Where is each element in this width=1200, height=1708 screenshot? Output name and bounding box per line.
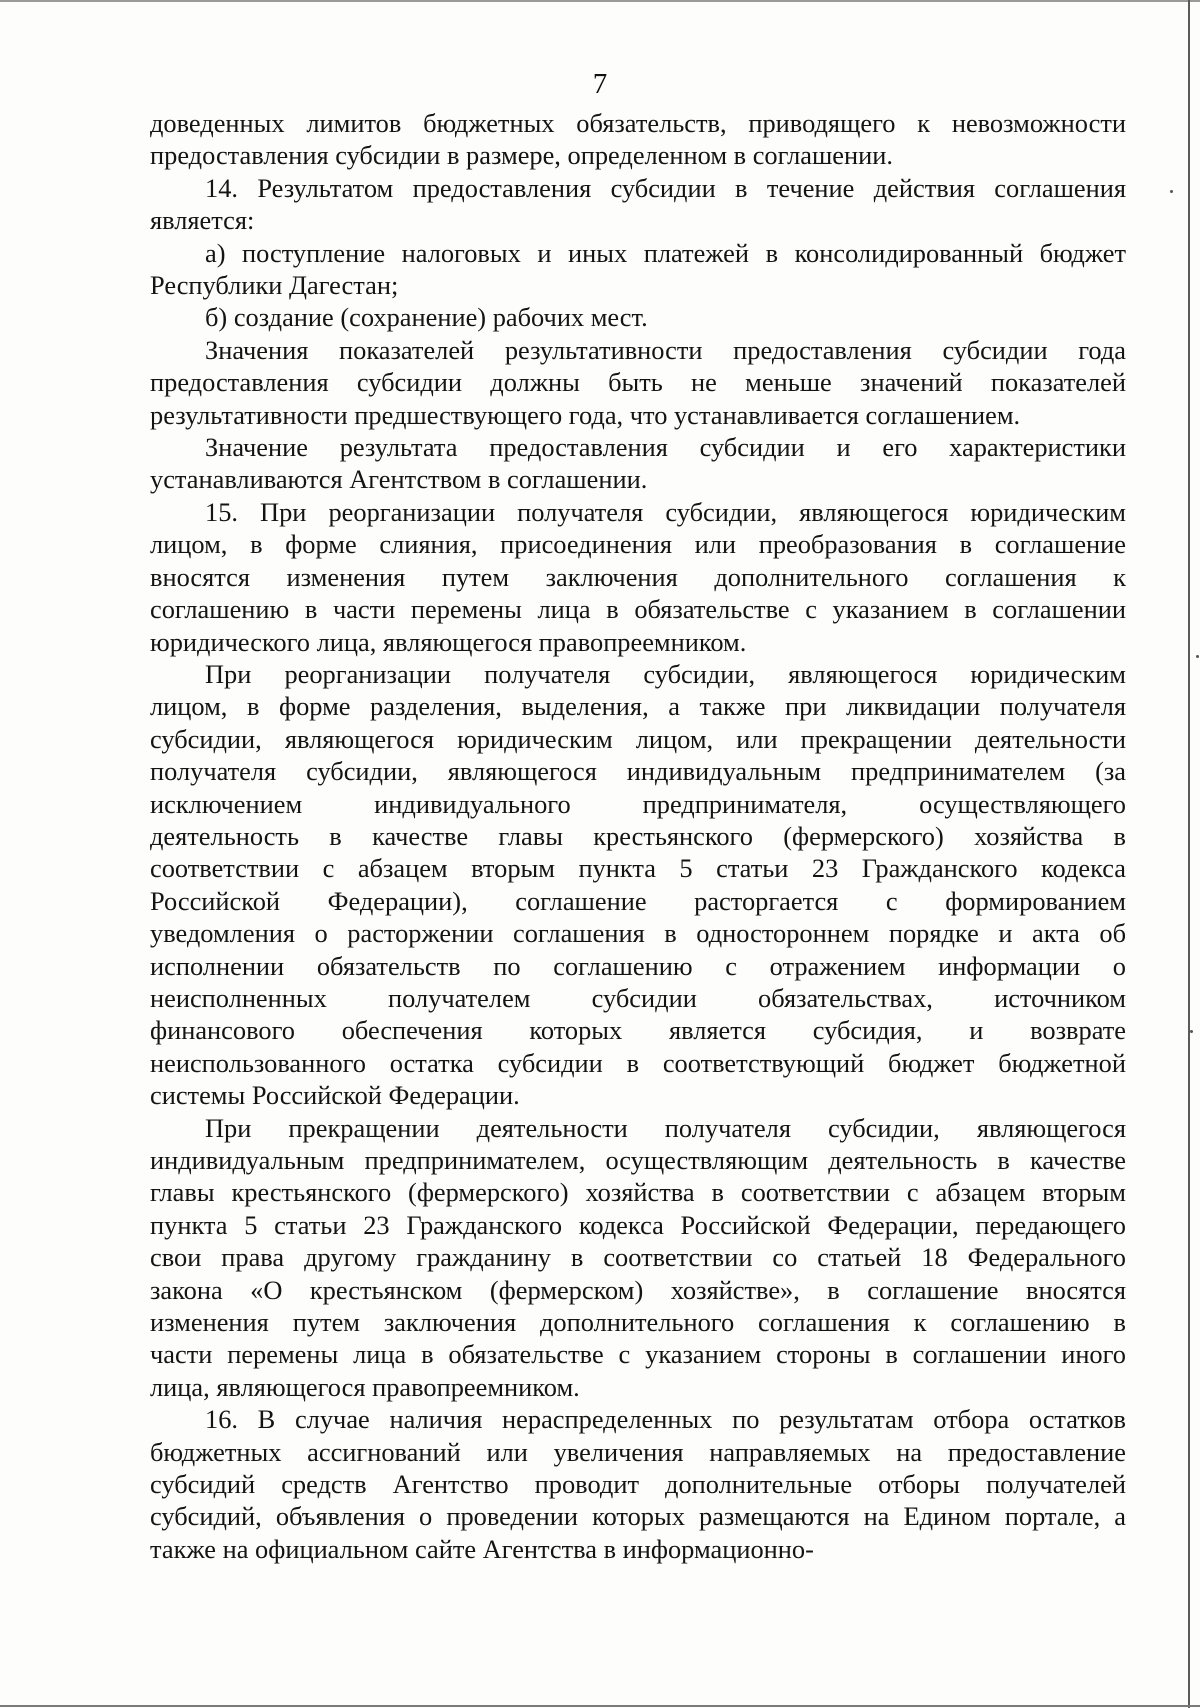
paragraph: [150, 301, 1126, 333]
text-line: юридического лица, являющегося правопреемником.: [150, 626, 747, 657]
text-line: неиспользованного остатка субсидии в соответствующий бюджет бюджетной: [150, 1047, 1126, 1078]
text-line: лица, являющегося правопреемником.: [150, 1371, 580, 1402]
scan-edge-top: [0, 0, 1200, 2]
text-line: 16. В случае наличия нераспределенных по результатам отбора остатков: [205, 1404, 1126, 1435]
text-line: При реорганизации получателя субсидии, являющегося юридическим: [205, 658, 1126, 689]
text-line: деятельность в качестве главы крестьянского (фермерского) хозяйства в: [150, 820, 1126, 851]
text-line: предоставления субсидии в размере, определенном в соглашении.: [150, 140, 893, 171]
scan-edge-right: [1188, 0, 1190, 1708]
text-line: неисполненных получателем субсидии обязательствах, источником: [150, 982, 1126, 1013]
text-line: доведенных лимитов бюджетных обязательств, приводящего к невозможности: [150, 108, 1126, 138]
page-number: 7: [592, 68, 608, 100]
text-line: финансового обеспечения которых является субсидия, и возврате: [150, 1015, 1126, 1046]
text-line: закона «О крестьянском (фермерском) хозяйстве», в соглашение вносятся: [150, 1274, 1126, 1305]
text-line: Значения показателей результативности предоставления субсидии года: [205, 334, 1126, 365]
text-line: уведомления о расторжении соглашения в одностороннем порядке и акта об: [150, 918, 1126, 949]
text-line: Значение результата предоставления субсидии и его характеристики: [205, 432, 1126, 463]
text-line: лицом, в форме слияния, присоединения или преобразования в соглашение: [150, 529, 1126, 560]
text-line: субсидий, объявления о проведении которых размещаются на Едином портале, а: [150, 1501, 1126, 1532]
text-line: исключением индивидуального предпринимателя, осуществляющего: [150, 788, 1126, 819]
text-line: а) поступление налоговых и иных платежей в консолидированный бюджет: [205, 237, 1126, 268]
paragraph: [150, 172, 1126, 237]
text-line: лицом, в форме разделения, выделения, а также при ликвидации получателя: [150, 691, 1126, 722]
text-line: пункта 5 статьи 23 Гражданского кодекса Российской Федерации, передающего: [150, 1209, 1126, 1240]
text-line: также на официальном сайте Агентства в информационно-: [150, 1533, 814, 1564]
text-line: соглашению в части перемены лица в обязательстве с указанием в соглашении: [150, 594, 1126, 625]
paragraph: [150, 1112, 1126, 1404]
text-line: б) создание (сохранение) рабочих мест.: [205, 302, 648, 333]
paragraph: [150, 1403, 1126, 1565]
scan-speck: [1190, 1030, 1193, 1033]
text-line: изменения путем заключения дополнительного соглашения к соглашению в: [150, 1307, 1126, 1338]
text-line: При прекращении деятельности получателя субсидии, являющегося: [205, 1112, 1126, 1143]
text-line: системы Российской Федерации.: [150, 1080, 520, 1111]
text-line: 15. При реорганизации получателя субсидии, являющегося юридическим: [205, 496, 1126, 527]
text-line: получателя субсидии, являющегося индивидуальным предпринимателем (за: [150, 756, 1126, 787]
text-line: Республики Дагестан;: [150, 270, 399, 301]
paragraph: [150, 237, 1126, 302]
paragraph: [150, 334, 1126, 431]
text-line: свои права другому гражданину в соответствии со статьей 18 Федерального: [150, 1242, 1126, 1273]
text-line: субсидии, являющегося юридическим лицом, или прекращении деятельности: [150, 723, 1126, 754]
text-line: исполнении обязательств по соглашению с отражением информации о: [150, 950, 1126, 981]
text-line: индивидуальным предпринимателем, осуществляющим деятельность в качестве: [150, 1145, 1126, 1175]
text-line: вносятся изменения путем заключения дополнительного соглашения к: [150, 561, 1126, 592]
text-line: субсидий средств Агентство проводит дополнительные отборы получателей: [150, 1469, 1126, 1500]
document-body: [150, 107, 1126, 1565]
paragraph: [150, 431, 1126, 496]
paragraph: [150, 496, 1126, 658]
scan-speck: [1196, 655, 1199, 658]
text-line: соответствии с абзацем вторым пункта 5 статьи 23 Гражданского кодекса: [150, 853, 1126, 884]
paragraph: [150, 658, 1126, 1112]
scan-speck: [1170, 190, 1173, 193]
text-line: устанавливаются Агентством в соглашении.: [150, 464, 648, 495]
text-line: 14. Результатом предоставления субсидии в течение действия соглашения: [205, 172, 1126, 203]
text-line: является:: [150, 205, 255, 236]
text-line: результативности предшествующего года, что устанавливается соглашением.: [150, 399, 1021, 430]
text-line: главы крестьянского (фермерского) хозяйства в соответствии с абзацем вторым: [150, 1177, 1126, 1208]
text-line: предоставления субсидии должны быть не меньше значений показателей: [150, 367, 1126, 398]
paragraph: [150, 107, 1126, 172]
text-line: Российской Федерации), соглашение расторгается с формированием: [150, 885, 1126, 916]
text-line: бюджетных ассигнований или увеличения направляемых на предоставление: [150, 1436, 1126, 1467]
text-line: части перемены лица в обязательстве с указанием стороны в соглашении иного: [150, 1339, 1126, 1370]
scan-edge-bottom: [0, 1705, 1200, 1707]
